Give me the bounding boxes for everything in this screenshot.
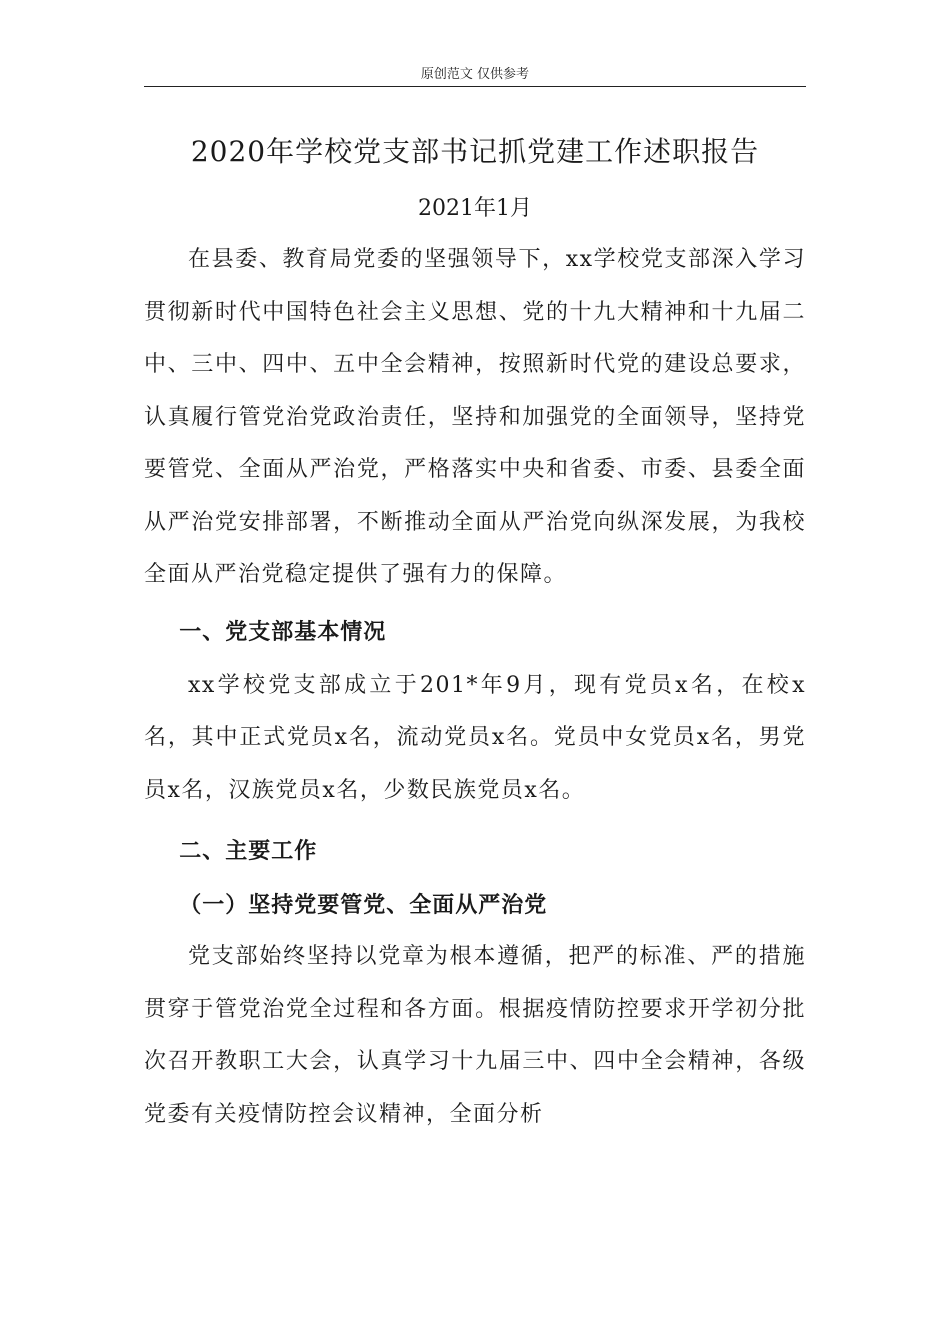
subsection-heading-strict-governance: （一）坚持党要管党、全面从严治党	[179, 892, 548, 918]
document-title: 2020年学校党支部书记抓党建工作述职报告	[190, 135, 760, 168]
document-date: 2021年1月	[418, 196, 532, 221]
header-note: 原创范文 仅供参考	[420, 67, 530, 82]
section-paragraph-main-work: 党支部始终坚持以党章为根本遵循，把严的标准、严的措施贯穿于管党治党全过程和各方面。根据疫情防控要求开学初分批次召开教职工大会，认真学习十九届三中、四中全会精神，各级党委有关疫情防控会议精神，全面分析	[144, 944, 806, 1127]
section-paragraph-basic-info: xx学校党支部成立于201*年9月，现有党员x名，在校x名，其中正式党员x名，流动党员x名。党员中女党员x名，男党员x名，汉族党员x名，少数民族党员x名。	[144, 672, 806, 803]
section-heading-main-work: 二、主要工作	[179, 838, 318, 864]
intro-paragraph: 在县委、教育局党委的坚强领导下，xx学校党支部深入学习贯彻新时代中国特色社会主义思想、党的十九大精神和十九届二中、三中、四中、五中全会精神，按照新时代党的建设总要求，认真履行管党治党政治责任，坚持和加强党的全面领导，坚持党要管党、全面从严治党，严格落实中央和省委、市委、县委全面从严治党安排部署，不断推动全面从严治党向纵深发展，为我校全面从严治党稳定提供了强有力的保障。	[144, 247, 806, 587]
header-divider	[144, 86, 806, 87]
document-body	[144, 128, 806, 1141]
section-heading-basic-info: 一、党支部基本情况	[179, 618, 387, 645]
